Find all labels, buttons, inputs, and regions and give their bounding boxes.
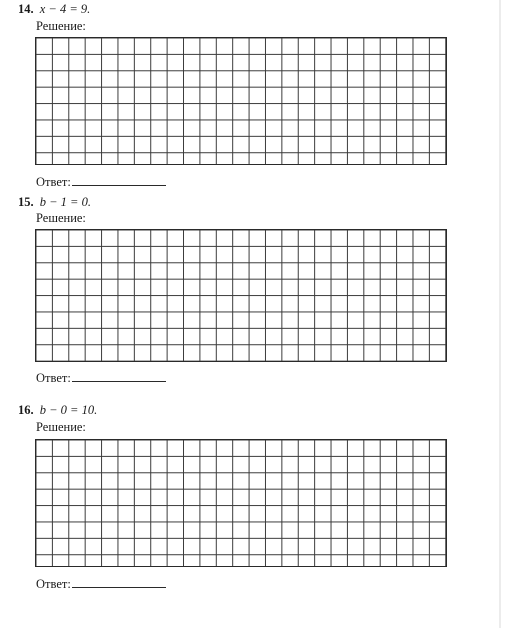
answer-row [36, 577, 166, 591]
task-equation: x − 4 = 9. [39, 2, 91, 16]
task-number: 16. [18, 403, 34, 417]
answer-label: Ответ: [36, 175, 71, 189]
task-equation: b − 1 = 0. [39, 195, 91, 209]
solution-label: Решение: [36, 420, 86, 434]
task-header [18, 195, 91, 209]
task-equation: b − 0 = 10. [39, 403, 98, 417]
answer-input-line[interactable] [72, 587, 166, 588]
answer-input-line[interactable] [72, 381, 166, 382]
answer-label: Ответ: [36, 371, 71, 385]
task-header [18, 403, 97, 417]
solution-label: Решение: [36, 211, 86, 225]
answer-label: Ответ: [36, 577, 71, 591]
solution-label: Решение: [36, 19, 86, 33]
answer-input-line[interactable] [72, 185, 166, 186]
solution-grid[interactable] [35, 229, 447, 362]
solution-grid[interactable] [35, 439, 447, 567]
page-edge [499, 0, 501, 628]
solution-grid[interactable] [35, 37, 447, 165]
answer-row [36, 175, 166, 189]
task-header [18, 2, 90, 16]
task-number: 15. [18, 195, 34, 209]
task-number: 14. [18, 2, 34, 16]
answer-row [36, 371, 166, 385]
